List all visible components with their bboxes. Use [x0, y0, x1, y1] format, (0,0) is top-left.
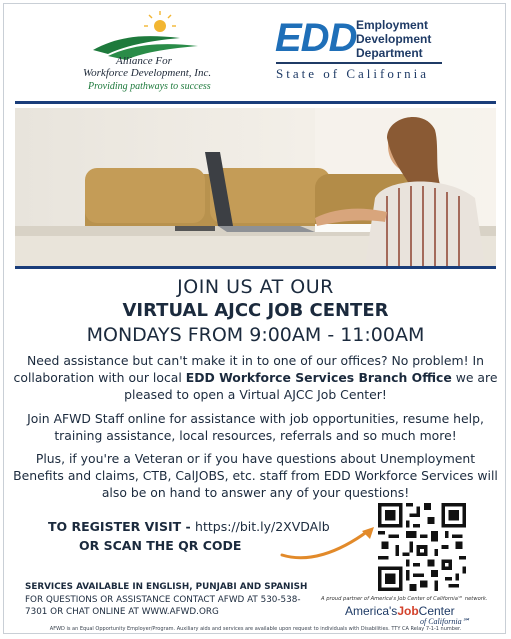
header [4, 4, 507, 102]
paragraph-intro-bold: EDD Workforce Services Branch Office [185, 370, 452, 385]
ajcc-americas: America's [345, 604, 398, 618]
afwd-name-line1: Alliance For [116, 55, 172, 67]
edd-rule [276, 62, 442, 64]
paragraph-veterans: Plus, if you're a Veteran or if you have questions about Unemployment Benefits and claims, CTB, CalJOBS, etc. staff from EDD Workforce Services will also be on hand to answer any of your questions! [13, 451, 498, 500]
register-url[interactable]: https://bit.ly/2XVDAlb [195, 519, 330, 534]
scan-qr-text: OR SCAN THE QR CODE [79, 538, 242, 553]
paragraph-services: Join AFWD Staff online for assistance with job opportunities, resume help, training assistance, local resources, referrals and so much more! [27, 411, 484, 443]
footer-disclaimer: AFWD is an Equal Opportunity Employer/Program. Auxiliary aids and services are available upon request to individuals with Disabilities. TTY CA Relay 7-1-1 number. [49, 626, 462, 632]
services-languages: SERVICES AVAILABLE IN ENGLISH, PUNJABI AND SPANISH [25, 582, 308, 592]
paragraph-intro-text-b: we are pleased to open a Virtual AJCC Job Center! [124, 370, 498, 402]
qr-code[interactable] [378, 503, 466, 591]
register-label: TO REGISTER VISIT - [48, 519, 196, 534]
edd-state-of-california: State of California [276, 66, 430, 81]
hero-photo [15, 108, 496, 266]
headline-virtual-center: VIRTUAL AJCC JOB CENTER [122, 300, 389, 321]
edd-line-department: Department [356, 46, 423, 60]
edd-logo-letters: EDD [275, 16, 357, 60]
arrow-icon [278, 523, 378, 563]
sun-icon [144, 11, 176, 32]
headline-join: JOIN US AT OUR [177, 276, 334, 298]
afwd-tagline: Providing pathways to success [88, 81, 211, 92]
ajcc-center: Center [418, 604, 455, 618]
partner-note: A proud partner of America's Job Center of California℠ network. [321, 596, 488, 602]
paragraph-intro [10, 352, 501, 403]
ajcc-job: Job [397, 604, 419, 618]
headline-hours: MONDAYS FROM 9:00AM - 11:00AM [86, 324, 425, 346]
afwd-name-line2: Workforce Development, Inc. [83, 67, 212, 79]
edd-line-development: Development [356, 32, 432, 46]
bottom-blue-rule [15, 266, 496, 269]
ajcc-logo [345, 604, 455, 618]
top-blue-rule [15, 101, 496, 104]
paragraph-intro-text-a: Need assistance but can't make it in to one of our offices? No problem! In collaboration with our local [13, 353, 484, 385]
edd-line-employment: Employment [356, 18, 429, 32]
ajcc-of-california: of California℠ [420, 617, 470, 626]
services-contact: FOR QUESTIONS OR ASSISTANCE CONTACT AFWD AT 530-538-7301 OR CHAT ONLINE AT WWW.AFWD.ORG [25, 595, 301, 617]
